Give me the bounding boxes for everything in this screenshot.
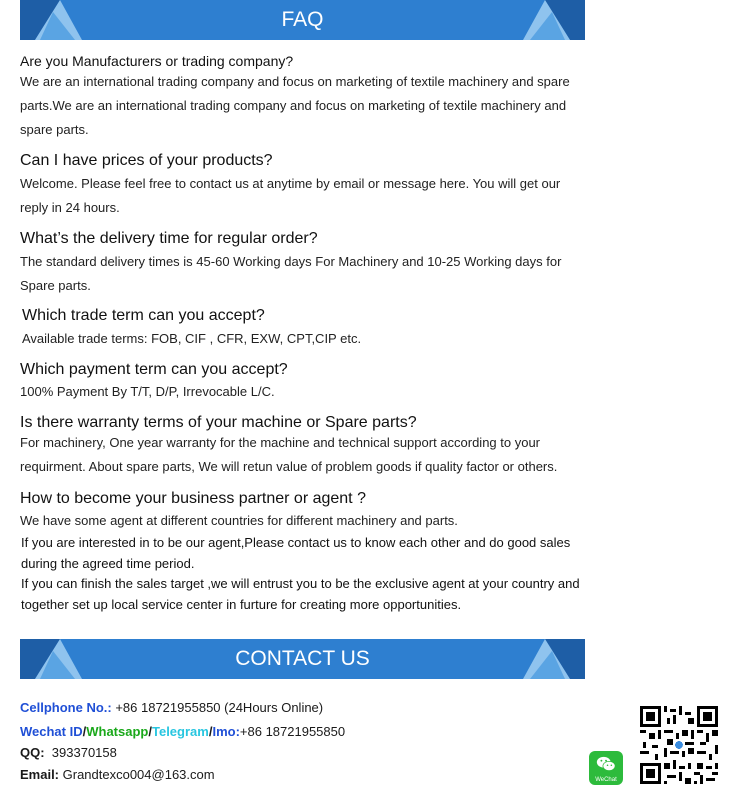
wechat-id-label: Wechat ID xyxy=(20,724,83,739)
whatsapp-label: Whatsapp xyxy=(86,724,149,739)
faq-question-2: Can I have prices of your products? xyxy=(20,152,273,169)
qq-value[interactable]: 393370158 xyxy=(51,745,117,760)
faq-answer-7: We have some agent at different countries for different machinery and parts. xyxy=(20,513,458,528)
faq-answer-2: Welcome. Please feel free to contact us at anytime by email or message here. You will get our reply in 24 hours. xyxy=(20,176,561,215)
wechat-icon[interactable] xyxy=(589,751,623,785)
faq-title: FAQ xyxy=(281,8,324,31)
messaging-line xyxy=(20,724,345,739)
faq-answer-3: The standard delivery times is 45-60 Working days For Machinery and 10-25 Working days for Spare parts. xyxy=(20,254,562,293)
faq-answer-4: Available trade terms: FOB, CIF , CFR, EXW, CPT,CIP etc. xyxy=(22,331,362,346)
cellphone-label: Cellphone No.: xyxy=(20,700,112,715)
email-label: Email: xyxy=(20,767,60,782)
wechat-bubbles-icon xyxy=(589,753,623,779)
faq-question-7: How to become your business partner or agent ? xyxy=(20,490,366,507)
cellphone-value[interactable]: +86 18721955850 (24Hours Online) xyxy=(111,700,324,715)
qq-label: QQ: xyxy=(20,745,45,760)
separator: / xyxy=(82,724,87,739)
imo-label: Imo: xyxy=(212,724,240,739)
faq-banner xyxy=(20,0,585,40)
faq-answer-1: We are an international trading company and focus on marketing of textile machinery and spare parts.We are an international trading company and focus on marketing of textile machinery and spare parts. xyxy=(20,74,570,137)
faq-answer-6: For machinery, One year warranty for the machine and technical support according to your requirment. About spare parts, We will retun value of problem goods if quality factor or others. xyxy=(20,435,558,474)
messaging-value[interactable]: +86 18721955850 xyxy=(239,724,346,739)
agent-paragraph-2: If you can finish the sales target ,we will entrust you to be the exclusive agent at your country and together set up local service center in furture for creating more opportunities. xyxy=(21,576,580,612)
faq-question-3: What’s the delivery time for regular order? xyxy=(20,230,318,247)
cellphone-line xyxy=(20,700,323,715)
email-value[interactable]: Grandtexco004@163.com xyxy=(59,767,215,782)
separator: / xyxy=(208,724,213,739)
faq-question-4: Which trade term can you accept? xyxy=(22,307,265,324)
wechat-badge-label: WeChat xyxy=(595,777,617,783)
telegram-label: Telegram xyxy=(151,724,209,739)
qq-line xyxy=(20,745,117,760)
email-line xyxy=(20,767,215,782)
faq-question-6: Is there warranty terms of your machine or Spare parts? xyxy=(20,414,417,431)
agent-paragraph-1: If you are interested in to be our agent,Please contact us to know each other and do good sales during the agreed time period. xyxy=(21,535,571,571)
qr-code-icon[interactable] xyxy=(640,705,718,785)
contact-title: CONTACT US xyxy=(235,647,370,670)
contact-banner xyxy=(20,639,585,679)
faq-question-1: Are you Manufacturers or trading company? xyxy=(20,53,294,69)
faq-answer-5: 100% Payment By T/T, D/P, Irrevocable L/C. xyxy=(20,384,275,399)
faq-question-5: Which payment term can you accept? xyxy=(20,361,288,378)
separator: / xyxy=(148,724,152,739)
